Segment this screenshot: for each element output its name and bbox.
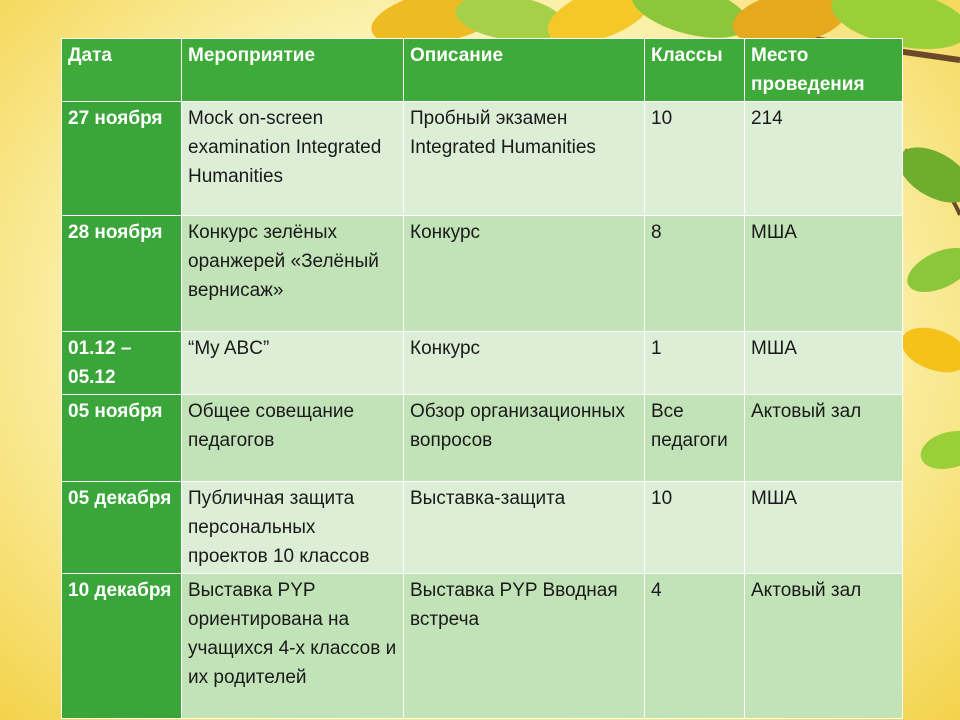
date-cell: 05 декабря: [62, 482, 182, 574]
leaf-icon: [916, 425, 960, 475]
place-cell: МША: [745, 332, 903, 395]
grades-cell: 8: [645, 216, 745, 332]
date-cell: 27 ноября: [62, 102, 182, 216]
place-cell: МША: [745, 216, 903, 332]
table-row: [62, 482, 903, 574]
table-row: [62, 395, 903, 482]
date-cell: 05 ноября: [62, 395, 182, 482]
header-grades: Классы: [645, 39, 745, 102]
grades-cell: 10: [645, 102, 745, 216]
place-cell: МША: [745, 482, 903, 574]
header-event: Мероприятие: [182, 39, 404, 102]
date-cell: 01.12 – 05.12: [62, 332, 182, 395]
table-header-row: [62, 39, 903, 102]
description-cell: Конкурс: [404, 332, 645, 395]
event-cell: Конкурс зелёных оранжерей «Зелёный вернисаж»: [182, 216, 404, 332]
description-cell: Выставка-защита: [404, 482, 645, 574]
event-cell: “My ABC”: [182, 332, 404, 395]
grades-cell: 10: [645, 482, 745, 574]
description-cell: Пробный экзамен Integrated Humanities: [404, 102, 645, 216]
event-cell: Общее совещание педагогов: [182, 395, 404, 482]
event-cell: Публичная защита персональных проектов 10 классов: [182, 482, 404, 574]
grades-cell: 1: [645, 332, 745, 395]
events-table: [61, 38, 903, 719]
table-row: [62, 216, 903, 332]
grades-cell: 4: [645, 574, 745, 719]
table-row: [62, 332, 903, 395]
leaf-icon: [901, 239, 960, 301]
place-cell: Актовый зал: [745, 574, 903, 719]
header-place: Место проведения: [745, 39, 903, 102]
event-cell: Mock on-screen examination Integrated Humanities: [182, 102, 404, 216]
description-cell: Конкурс: [404, 216, 645, 332]
grades-cell: Все педагоги: [645, 395, 745, 482]
place-cell: Актовый зал: [745, 395, 903, 482]
header-description: Описание: [404, 39, 645, 102]
event-cell: Выставка PYP ориентирована на учащихся 4-х классов и их родителей: [182, 574, 404, 719]
description-cell: Обзор организационных вопросов: [404, 395, 645, 482]
date-cell: 10 декабря: [62, 574, 182, 719]
description-cell: Выставка PYP Вводная встреча: [404, 574, 645, 719]
place-cell: 214: [745, 102, 903, 216]
table-row: [62, 574, 903, 719]
table-row: [62, 102, 903, 216]
leaf-icon: [895, 319, 960, 381]
date-cell: 28 ноября: [62, 216, 182, 332]
header-date: Дата: [62, 39, 182, 102]
